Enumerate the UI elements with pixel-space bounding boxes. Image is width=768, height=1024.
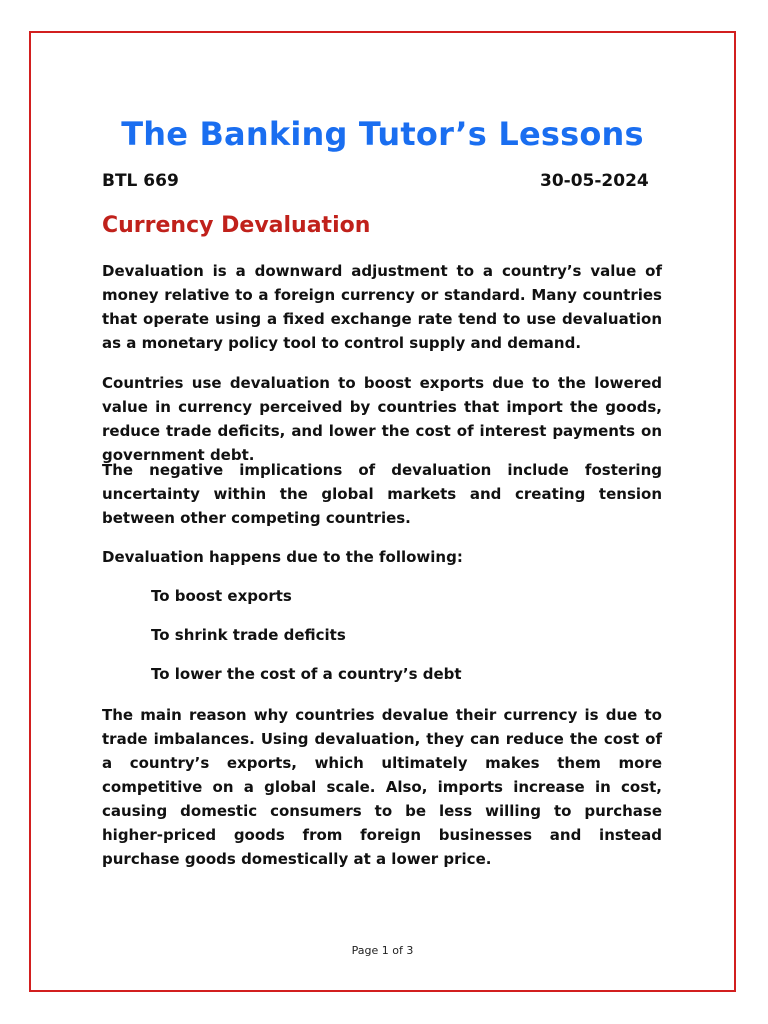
- paragraph-definition: Devaluation is a downward adjustment to a country’s value of money relative to a foreign currency or standard. Many countries that operate using a fixed exchange rate tend to use devaluation as a monetary policy tool to control supply and demand.: [102, 262, 662, 352]
- lesson-code: BTL 669: [102, 171, 179, 191]
- paragraph-uses: Countries use devaluation to boost exports due to the lowered value in currency perceived by countries that import the goods, reduce trade deficits, and lower the cost of interest payments on government debt.: [102, 374, 662, 464]
- list-item: To shrink trade deficits: [151, 626, 346, 644]
- lesson-date: 30-05-2024: [540, 171, 649, 191]
- paragraph-negatives: The negative implications of devaluation include fostering uncertainty within the global markets and creating tension between other competing countries.: [102, 461, 662, 527]
- list-item: To lower the cost of a country’s debt: [151, 665, 462, 683]
- page-number: Page 1 of 3: [351, 944, 414, 957]
- document-title: The Banking Tutor’s Lessons: [121, 115, 644, 153]
- list-item: To boost exports: [151, 587, 292, 605]
- paragraph-main-reason: The main reason why countries devalue their currency is due to trade imbalances. Using devaluation, they can reduce the cost of a country’s exports, which ultimately makes them more competitive on a global scale. Also, imports increase in cost, causing domestic consumers to be less willing to purchase higher-priced goods from foreign businesses and instead purchase goods domestically at a lower price.: [102, 706, 662, 868]
- section-heading: Currency Devaluation: [102, 213, 371, 238]
- list-intro: Devaluation happens due to the following:: [102, 548, 463, 566]
